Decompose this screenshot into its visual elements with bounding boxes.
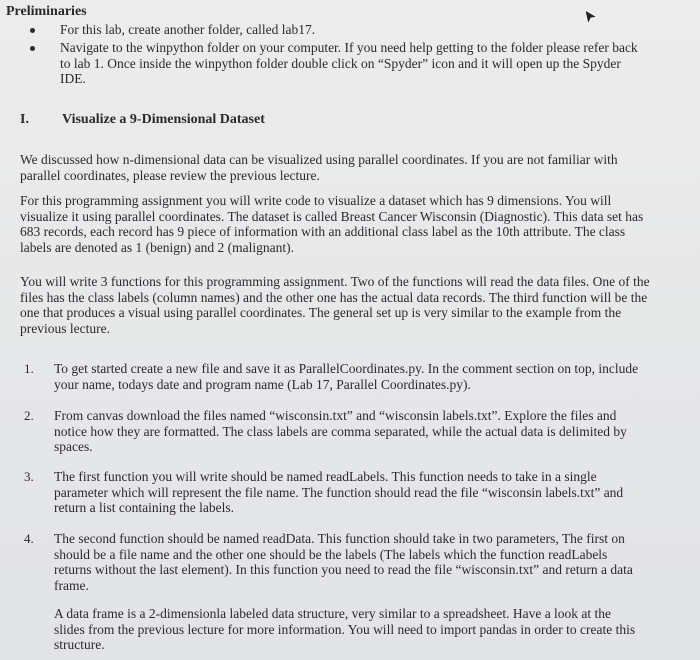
section-title: Visualize a 9-Dimensional Dataset [62,112,265,127]
bullet-icon [30,46,35,51]
bullet-item [40,40,645,87]
bullet-icon [30,28,35,33]
paragraph-functions: You will write 3 functions for this programming assignment. Two of the functions will read the data files. One of the files has the class labels (column names) and the other one has the actual data records. The third function will be the one that produces a visual using parallel coordinates. The general set up is very similar to the example from the previous lecture. [20,274,650,336]
section-number: I. [20,112,29,127]
list-item-text: From canvas download the files named “wisconsin.txt” and “wisconsin labels.txt”. Explore the files and notice how they are formatted. The class labels are comma separated, while the actual data is delimited by spaces. [54,408,627,454]
list-item-text: To get started create a new file and save it as ParallelCoordinates.py. In the comment section on top, include your name, todays date and program name (Lab 17, Parallel Coordinates.py). [54,361,639,392]
list-item [24,531,644,593]
list-item-number: 1. [24,361,34,376]
note-paragraph [24,606,644,653]
list-item-text: The second function should be named readData. This function should take in two parameters, The first on should be a file name and the other one should be the labels (The labels which the function readLabels returns without the last element). In this function you need to read the file “wisconsin.txt” and return a data frame. [54,531,633,593]
bullet-text: Navigate to the winpython folder on your computer. If you need help getting to the folder please refer back to lab 1. Once inside the winpython folder double click on “Spyder” icon and it will open up the Spyder IDE. [60,40,638,86]
list-item-text: The first function you will write should be named readLabels. This function needs to take in a single parameter which will represent the file name. The function should read the file “wisconsin labels.txt” and return a list containing the labels. [54,469,624,515]
list-item-number: 4. [24,531,34,546]
list-item [24,361,644,392]
preliminaries-heading: Preliminaries [6,4,87,19]
list-item-number: 3. [24,469,34,484]
paragraph-intro: We discussed how n-dimensional data can be visualized using parallel coordinates. If you are not familiar with parallel coordinates, please review the previous lecture. [20,152,618,183]
list-item-number: 2. [24,408,34,423]
note-text: A data frame is a 2-dimensionla labeled data structure, very similar to a spreadsheet. Have a look at the slides from the previous lecture for more information. You will need to import pandas in order to create this structure. [54,606,636,652]
bullet-text: For this lab, create another folder, called lab17. [60,22,316,37]
paragraph-dataset: For this programming assignment you will write code to visualize a dataset which has 9 dimensions. You will visualize it using parallel coordinates. The dataset is called Breast Cancer Wisconsin (Diagnostic). This data set has 683 records, each record has 9 piece of information with an additional class label as the 10th attribute. The class labels are denoted as 1 (benign) and 2 (malignant). [20,193,644,255]
list-item [24,408,644,455]
bullet-item [40,22,645,38]
list-item [24,469,644,516]
